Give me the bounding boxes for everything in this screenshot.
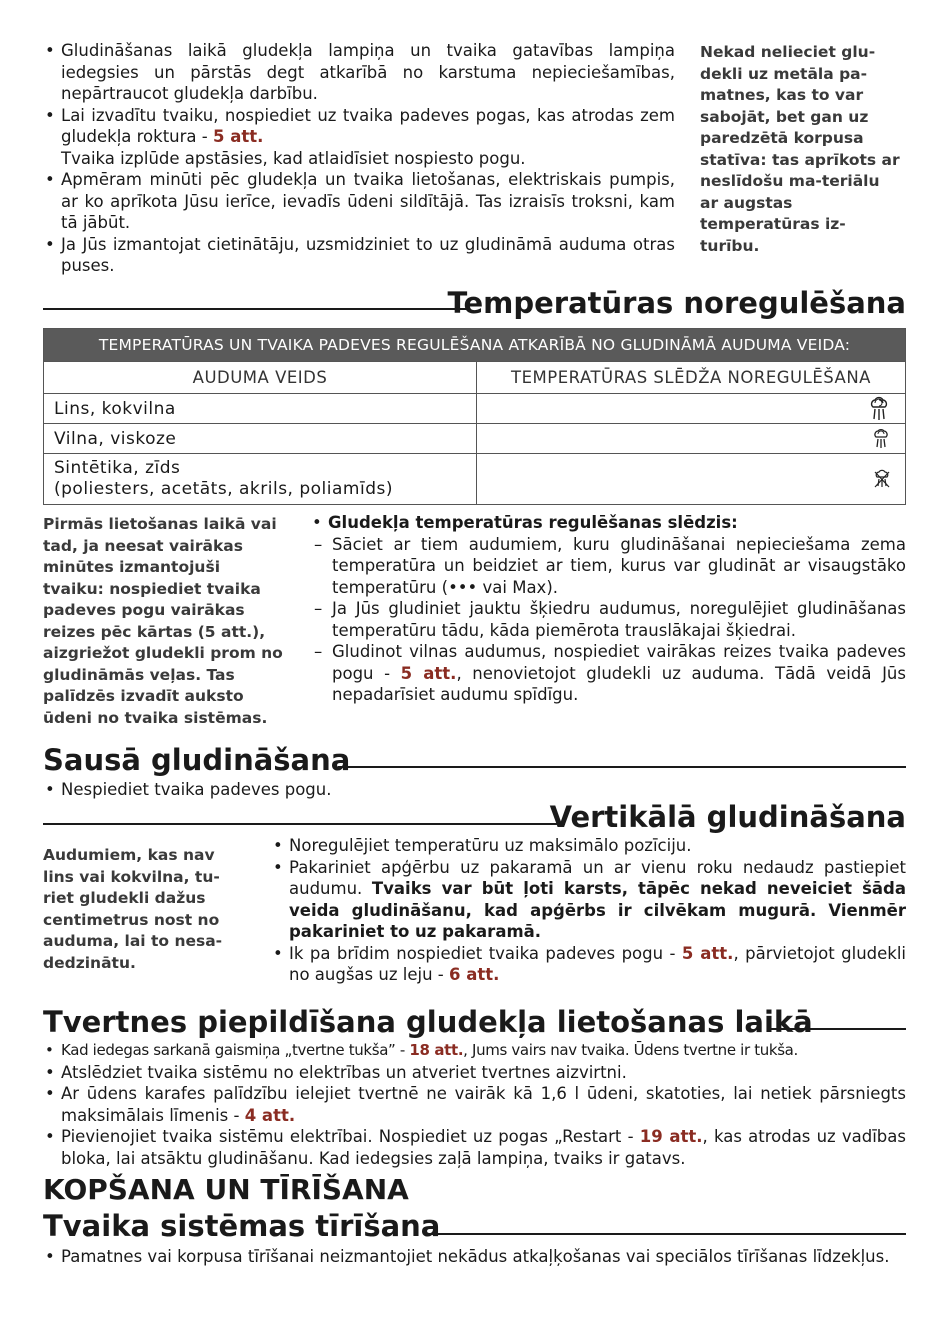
list-item: • Ar ūdens karafes palīdzību ielejiet tvertnē ne vairāk kā 1,6 l ūdeni, skatoties, lai netiek pārsniegts maksimālais līmenis - 4 att. (43, 1083, 906, 1126)
steam-high-icon (867, 399, 891, 419)
list-item: • Noregulējiet temperatūru uz maksimālo pozīciju. (271, 835, 906, 857)
section-heading-refill: Tvertnes piepildīšana gludekļa lietošanas laikā (43, 1005, 813, 1039)
list-item: • Atslēdziet tvaika sistēmu no elektrības un atveriet tvertnes aizvirtni. (43, 1062, 906, 1084)
list-item: • Pakariniet apģērbu uz pakaramā un ar vienu roku nedaudz pastiepiet audumu. Tvaiks var būt ļoti karsts, tāpēc nekad neveiciet šāda veida gludināšanu, kad apģērbs ir cilvēkam mugurā. Vienmēr pakariniet to uz pakaramā. (271, 857, 906, 943)
temperature-switch-block (310, 512, 906, 706)
list-item: • Gludināšanas laikā gludekļa lampiņa un tvaika gatavības lampiņa iedegsies un pārstās degt atkarībā no karstuma nepieciešamības, nepārtraucot gludekļa darbību. (43, 40, 675, 105)
list-item: • Apmēram minūti pēc gludekļa un tvaika lietošanas, elektriskais pumpis, ar ko aprīkota Jūsu ierīce, ievadīs ūdeni sildītājā. Tas izraisīs troksni, kam tā jābūt. (43, 169, 675, 234)
setting-cell (477, 394, 906, 424)
refill-bullets (43, 1040, 906, 1169)
list-item: – Ja Jūs gludiniet jauktu šķiedru audumus, noregulējiet gludināšanas temperatūru tādu, kāda piemērota trauslākajai šķiedrai. (310, 598, 906, 641)
steam-medium-icon (871, 429, 891, 449)
heading-rule (770, 1028, 906, 1030)
table-row (44, 394, 906, 424)
vertical-note: Audumiem, kas nav lins vai kokvilna, tu-riet gludekli dažus centimetrus nost no auduma, lai to nesa-dedzinātu. (43, 846, 223, 972)
heading-rule (425, 1233, 906, 1235)
list-item-extra: Tvaika izplūde apstāsies, kad atlaidīsiet nospiesto pogu. (61, 148, 526, 168)
fabric-cell: Sintētika, zīds (poliesters, acetāts, akrils, poliamīds) (44, 454, 477, 505)
list-item: • Nespiediet tvaika padeves pogu. (43, 779, 906, 801)
figure-ref: 5 att. (212, 127, 264, 146)
figure-ref: 5 att. (681, 943, 734, 963)
table-row (44, 454, 906, 505)
temperature-table (43, 328, 906, 505)
list-item: • Kad iedegas sarkanā gaismiņa „tvertne tukša” - 18 att., Jums vairs nav tvaika. Ūdens tvertne ir tukša. (43, 1040, 906, 1062)
heading-rule (43, 823, 565, 825)
section-heading-care: KOPŠANA UN TĪRĪŠANA (43, 1173, 409, 1206)
section-heading-temperature: Temperatūras noregulēšana (447, 286, 906, 320)
care-bullets (43, 1246, 906, 1268)
setting-cell (477, 424, 906, 454)
section-subheading-cleaning: Tvaika sistēmas tīrīšana (43, 1209, 441, 1243)
section-heading-dry: Sausā gludināšana (43, 743, 351, 777)
fabric-cell: Vilna, viskoze (44, 424, 477, 454)
figure-ref: 4 att. (244, 1105, 296, 1125)
list-item: • Lai izvadītu tvaiku, nospiediet uz tvaika padeves pogas, kas atrodas zem gludekļa roktura - 5 att. Tvaika izplūde apstāsies, kad atlaidīsiet nospiesto pogu. (43, 105, 675, 170)
top-bullets-block (43, 40, 675, 277)
switch-title: Gludekļa temperatūras regulēšanas slēdzis: (328, 513, 738, 532)
vertical-bullets (271, 835, 906, 986)
dry-bullets (43, 779, 906, 801)
heading-rule (338, 766, 906, 768)
heading-rule (43, 308, 467, 310)
figure-ref: 6 att. (448, 965, 500, 984)
table-header-setting: TEMPERATŪRAS SLĒDŽA NOREGULĒŠANA (477, 362, 906, 394)
first-use-note: Pirmās lietošanas laikā vai tad, ja neesat vairākas minūtes izmantojuši tvaiku: nospiediet tvaika padeves pogu vairākas reizes pēc kārtas (5 att.), aizgriežot gludekli prom no gludināmās veļas. Tas palīdzēs izvadīt auksto ūdeni no tvaika sistēmas. (43, 515, 283, 727)
figure-ref: 5 att. (400, 663, 457, 683)
table-header-fabric: AUDUMA VEIDS (44, 362, 477, 394)
side-note-warning: Nekad nelieciet glu-dekli uz metāla pa-matnes, kas to var sabojāt, bet gan uz paredzētā korpusa statīva: tas aprīkots ar neslīdošu ma-teriālu ar augstas temperatūras iz-turību. (700, 43, 900, 255)
list-item: • Ja Jūs izmantojat cietinātāju, uzsmidziniet to uz gludināmā auduma otras puses. (43, 234, 675, 277)
table-row (44, 424, 906, 454)
list-item: • Pievienojiet tvaika sistēmu elektrībai. Nospiediet uz pogas „Restart - 19 att., kas atrodas uz vadības bloka, lai atsāktu gludināšanu. Kad iedegsies zaļā lampiņa, tvaiks ir gatavs. (43, 1126, 906, 1169)
section-heading-vertical: Vertikālā gludināšana (549, 800, 906, 834)
setting-cell (477, 454, 906, 505)
list-item: – Sāciet ar tiem audumiem, kuru gludināšanai nepieciešama zema temperatūra un beidziet ar tiem, kurus var gludināt ar visaugstāko temperatūru (••• vai Max). (310, 534, 906, 599)
figure-ref: 19 att. (639, 1127, 703, 1146)
warning-text: Tvaiks var būt ļoti karsts, tāpēc nekad neveiciet šāda veida gludināšanu, kad apģērbs ir cilvēkam mugurā. Vienmēr pakariniet to uz pakaramā. (289, 879, 906, 941)
list-item: • Pamatnes vai korpusa tīrīšanai neizmantojiet nekādus atkaļķošanas vai speciālos tīrīšanas līdzekļus. (43, 1246, 906, 1268)
table-title: TEMPERATŪRAS UN TVAIKA PADEVES REGULĒŠANA ATKARĪBĀ NO GLUDINĀMĀ AUDUMA VEIDA: (44, 329, 906, 362)
list-item: – Gludinot vilnas audumus, nospiediet vairākas reizes tvaika padeves pogu - 5 att., nenovietojot gludekli uz auduma. Tādā veidā Jūs nepadarīsiet audumu spīdīgu. (310, 641, 906, 706)
no-steam-icon (873, 469, 891, 489)
list-item (310, 512, 906, 534)
figure-ref: 18 att. (409, 1041, 464, 1059)
fabric-cell: Lins, kokvilna (44, 394, 477, 424)
list-item: • Ik pa brīdim nospiediet tvaika padeves pogu - 5 att., pārvietojot gludekli no augšas uz leju - 6 att. (271, 943, 906, 986)
